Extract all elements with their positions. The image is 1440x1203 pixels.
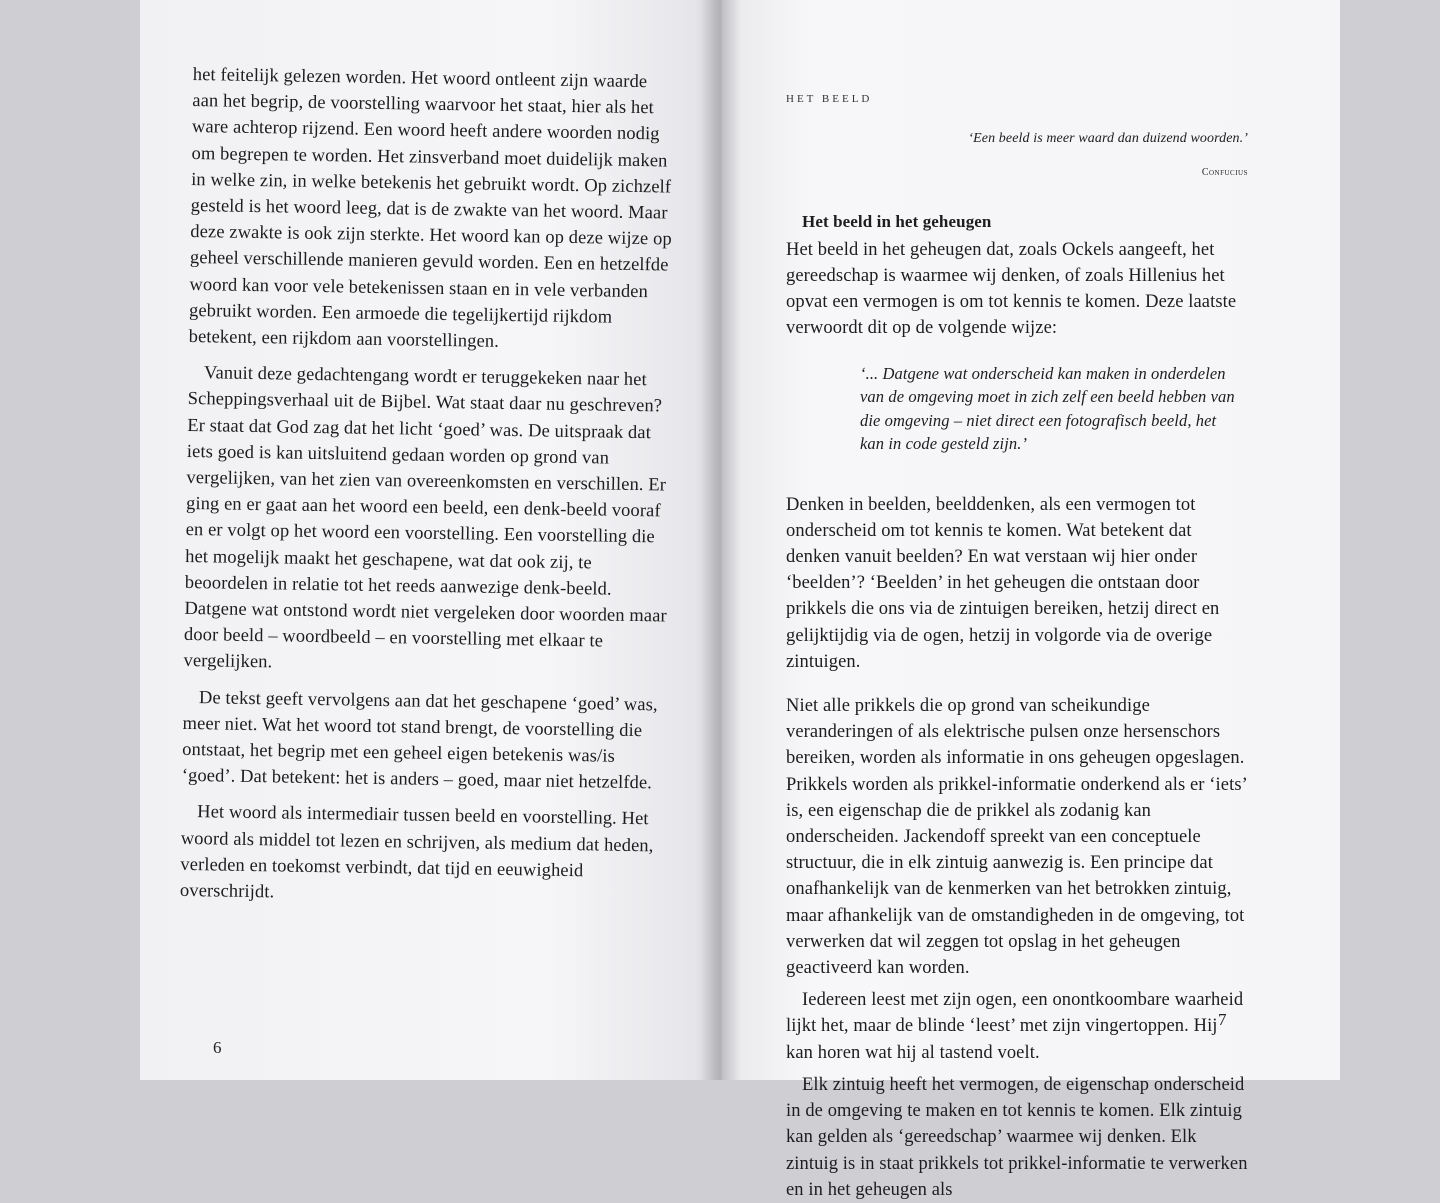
epigraph-author: Confucius: [1201, 167, 1248, 179]
left-paragraph-3: De tekst geeft vervolgens aan dat het geschapene ‘goed’ was, meer niet. Wat het woord tot stand brengt, de voorstelling die ontstaat, het begrip met een geheel eigen betekenis was/is ‘goed’. Dat betekent: het is anders – goed, maar niet hetzelfde.: [181, 687, 658, 794]
right-paragraph-3: Iedereen leest met zijn ogen, een onontkoombare waarheid lijkt het, maar de blinde ‘leest’ met zijn vingertoppen. Hij kan horen wat hij al tastend voelt.: [786, 990, 1244, 1063]
right-paragraph-4: Elk zintuig heeft het vermogen, de eigenschap onderscheid in de omgeving te maken en tot kennis te komen. Elk zintuig kan gelden als ‘gereedschap’ waarmee wij denken. Elk zintuig is in staat prikkels tot prikkel-informatie te verwerken en in het geheugen als: [786, 1074, 1248, 1200]
running-head: HET BEELD: [786, 93, 873, 105]
left-paragraph-4: Het woord als intermediair tussen beeld en voorstelling. Het woord als middel tot lezen en schrijven, als medium dat heden, verleden en toekomst verbindt, dat tijd en eeuwigheid overschrijdt.: [179, 802, 654, 903]
right-intro-paragraph: Het beeld in het geheugen dat, zoals Ockels aangeeft, het gereedschap is waarmee wij denken, of zoals Hillenius het opvat een vermogen is om tot kennis te komen. Deze laatste verwoordt dit op de volgende wijze:: [786, 239, 1237, 339]
right-paragraph-2: Niet alle prikkels die op grond van scheikundige veranderingen of als elektrische pulsen onze hersenschors bereiken, worden als informatie in ons geheugen opgeslagen. Prikkels worden als prikkel-informatie onderkend als er ‘iets’ is, een eigenschap die de prikkel als zodanig kan onderscheiden. Jackendoff spreekt van een conceptuele structuur, die in elk zintuig aanwezig is. Een principe dat onafhankelijk van de kenmerken van het betrokken zintuig, maar afhankelijk van de omstandigheden in de omgeving, tot verwerken dat wil zeggen tot opslag in het geheugen geactiveerd kan worden.: [786, 696, 1247, 979]
right-paragraph-1: Denken in beelden, beelddenken, als een vermogen tot onderscheid om tot kennis te komen. Wat betekent dat denken vanuit beelden? En wat verstaan wij hier onder ‘beelden’? ‘Beelden’ in het geheugen die ontstaan door prikkels die ons via de zintuigen bereiken, hetzij direct en gelijktijdig via de ogen, hetzij in volgorde via de overige zintuigen.: [786, 494, 1220, 672]
left-page-text: [180, 62, 678, 922]
epigraph: ‘Een beeld is meer waard dan duizend woorden.’: [968, 131, 1248, 147]
book-gutter: [700, 0, 740, 1080]
page-number-left: 6: [213, 1038, 222, 1057]
section-heading: Het beeld in het geheugen: [802, 211, 992, 231]
left-paragraph-1: het feitelijk gelezen worden. Het woord ontleent zijn waarde aan het begrip, de voorstelling waarvoor het staat, hier als het ware achterop rijzend. Een woord heeft andere woorden nodig om begrepen te worden. Het zinsverband moet duidelijk maken in welke zin, in welke betekenis het gebruikt wordt. Op zichzelf gesteld is het woord leeg, dat is de zwakte van het woord. Maar deze zwakte is ook zijn sterkte. Het woord kan op deze wijze op geheel verschillende manieren gevuld worden. Een en hetzelfde woord kan voor vele betekenissen staan en in vele verbanden gebruikt worden. Een armoede die tegelijkertijd rijkdom betekent, een rijkdom aan voorstellingen.: [188, 64, 672, 352]
right-page-text: [786, 86, 1248, 1203]
block-quote: ‘... Datgene wat onderscheid kan maken in onderdelen van de omgeving moet in zich zelf een beeld hebben van die omgeving – niet direct een fotografisch beeld, het kan in code gesteld zijn.’: [860, 363, 1235, 454]
left-paragraph-2: Vanuit deze gedachtengang wordt er teruggekeken naar het Scheppingsverhaal uit de Bijbel. Wat staat daar nu geschreven? Er staat dat God zag dat het licht ‘goed’ was. De uitspraak dat iets goed is kan uitsluitend gedaan worden op grond van vergelijken, van het zien van overeenkomsten en verschillen. Er ging en er gaat aan het woord een beeld, een denk-beeld vooraf en er volgt op het woord een voorstelling. Een voorstelling die het mogelijk maakt het geschapene, wat dat ook zij, te beoordelen in relatie tot het reeds aanwezige denk-beeld. Datgene wat ontstond wordt niet vergeleken door woorden maar door beeld – woordbeeld – en voorstelling met elkaar te vergelijken.: [183, 363, 667, 673]
page-number-right: 7: [1218, 1010, 1227, 1029]
